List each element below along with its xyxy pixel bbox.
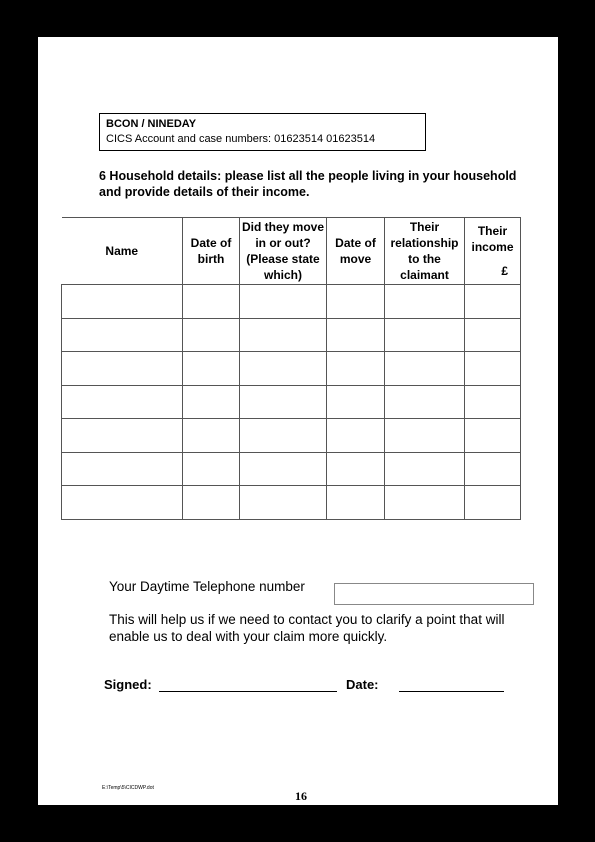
header-date-of-birth: Date of birth xyxy=(183,218,240,285)
reference-title: BCON / NINEDAY xyxy=(106,118,197,130)
dob-cell[interactable] xyxy=(183,285,240,319)
reference-box xyxy=(99,113,426,151)
table-row xyxy=(62,419,521,453)
header-income xyxy=(465,218,521,285)
date-label: Date: xyxy=(346,677,379,692)
relationship-cell[interactable] xyxy=(385,385,465,419)
header-name: Name xyxy=(62,218,183,285)
relationship-cell[interactable] xyxy=(385,486,465,520)
income-cell[interactable] xyxy=(465,385,521,419)
dob-cell[interactable] xyxy=(183,419,240,453)
signed-label: Signed: xyxy=(104,677,152,692)
date-line[interactable] xyxy=(399,691,504,692)
relationship-cell[interactable] xyxy=(385,285,465,319)
moved-cell[interactable] xyxy=(240,452,327,486)
table-row xyxy=(62,452,521,486)
table-row xyxy=(62,385,521,419)
pound-symbol: £ xyxy=(501,264,508,278)
signature-line[interactable] xyxy=(159,691,337,692)
moved-cell[interactable] xyxy=(240,285,327,319)
move-date-cell[interactable] xyxy=(327,385,385,419)
telephone-label: Your Daytime Telephone number xyxy=(109,579,305,594)
dob-cell[interactable] xyxy=(183,352,240,386)
table-body xyxy=(62,285,521,520)
table-row xyxy=(62,486,521,520)
move-date-cell[interactable] xyxy=(327,419,385,453)
header-moved-in-out: Did they move in or out? (Please state which) xyxy=(240,218,327,285)
income-cell[interactable] xyxy=(465,452,521,486)
table-header-row xyxy=(62,218,521,285)
table-row xyxy=(62,352,521,386)
moved-cell[interactable] xyxy=(240,419,327,453)
move-date-cell[interactable] xyxy=(327,486,385,520)
dob-cell[interactable] xyxy=(183,486,240,520)
dob-cell[interactable] xyxy=(183,452,240,486)
dob-cell[interactable] xyxy=(183,318,240,352)
header-date-of-move: Date of move xyxy=(327,218,385,285)
table-row xyxy=(62,318,521,352)
name-cell[interactable] xyxy=(62,385,183,419)
household-table xyxy=(61,217,521,520)
header-relationship: Their relationship to the claimant xyxy=(385,218,465,285)
move-date-cell[interactable] xyxy=(327,285,385,319)
header-income-label: Their income xyxy=(471,224,514,254)
moved-cell[interactable] xyxy=(240,352,327,386)
name-cell[interactable] xyxy=(62,452,183,486)
telephone-input[interactable] xyxy=(334,583,534,605)
table-row xyxy=(62,285,521,319)
moved-cell[interactable] xyxy=(240,486,327,520)
move-date-cell[interactable] xyxy=(327,318,385,352)
moved-cell[interactable] xyxy=(240,318,327,352)
income-cell[interactable] xyxy=(465,419,521,453)
help-text: This will help us if we need to contact you to clarify a point that will enable us to deal with your claim more quickly. xyxy=(109,612,505,644)
income-cell[interactable] xyxy=(465,285,521,319)
dob-cell[interactable] xyxy=(183,385,240,419)
income-cell[interactable] xyxy=(465,486,521,520)
income-cell[interactable] xyxy=(465,318,521,352)
relationship-cell[interactable] xyxy=(385,318,465,352)
section-heading: 6 Household details: please list all the people living in your household and provide details of their income. xyxy=(99,169,517,199)
footer-file-path: E:\Temp\5\CICDWP.dot xyxy=(102,785,154,791)
move-date-cell[interactable] xyxy=(327,352,385,386)
page-number: 16 xyxy=(295,789,307,803)
name-cell[interactable] xyxy=(62,318,183,352)
document-page xyxy=(38,37,558,805)
account-case-numbers: CICS Account and case numbers: 01623514 01623514 xyxy=(106,133,376,145)
relationship-cell[interactable] xyxy=(385,419,465,453)
income-cell[interactable] xyxy=(465,352,521,386)
name-cell[interactable] xyxy=(62,352,183,386)
relationship-cell[interactable] xyxy=(385,452,465,486)
relationship-cell[interactable] xyxy=(385,352,465,386)
moved-cell[interactable] xyxy=(240,385,327,419)
name-cell[interactable] xyxy=(62,486,183,520)
name-cell[interactable] xyxy=(62,285,183,319)
name-cell[interactable] xyxy=(62,419,183,453)
move-date-cell[interactable] xyxy=(327,452,385,486)
